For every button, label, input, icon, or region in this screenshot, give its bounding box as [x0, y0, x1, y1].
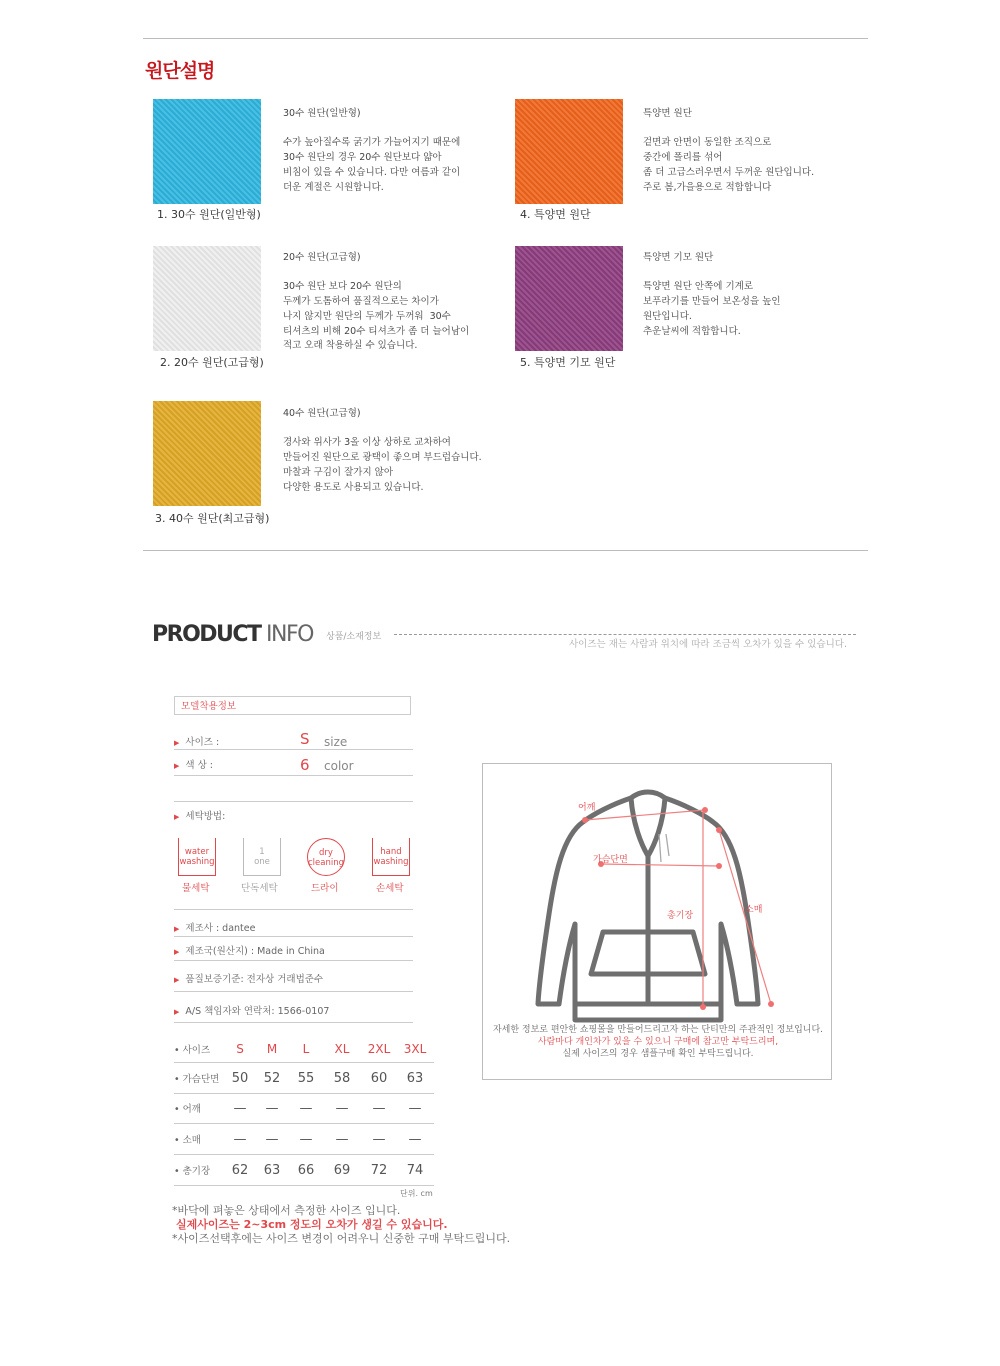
fabric-description [283, 407, 482, 495]
fabric-description-line: 중간에 폴리를 섞어 [643, 152, 723, 164]
size-table-row [174, 1132, 434, 1152]
size-table-row-label: • 사이즈 [174, 1045, 211, 1056]
fabric-swatch [153, 99, 261, 204]
size-table-cell: — [408, 1132, 422, 1147]
washing-label: 물세탁 [182, 883, 210, 894]
info-row-text: 제조국(원산지) : Made in China [185, 946, 325, 957]
diagram-note-1: 자세한 정보로 편안한 쇼핑몰을 만들어드리고자 하는 단티만의 주관적인 정보입니다. [492, 1025, 824, 1035]
size-table-row-label: • 총기장 [174, 1166, 211, 1177]
size-table-cell: 58 [333, 1071, 351, 1086]
diagram-note-3: 실제 사이즈의 경우 샘플구매 확인 부탁드립니다. [562, 1049, 754, 1059]
wash-icon-line: washing [179, 857, 215, 867]
product-info-note: 사이즈는 재는 사람과 위치에 따라 조금씩 오차가 있을 수 있습니다. [569, 639, 847, 650]
diagram-note-2: 사람마다 개인차가 있을 수 있으니 구매에 참고만 부탁드리며, [537, 1037, 779, 1047]
divider [174, 991, 413, 992]
fabric-swatch [153, 401, 261, 506]
fabric-caption: 1. 30수 원단(일반형) [157, 208, 261, 221]
fabric-description-line: 적고 오래 착용하실 수 있습니다. [283, 340, 418, 352]
fabric-description-line: 30수 원단의 경우 20수 원단보다 얇아 [283, 152, 442, 164]
wash-icon-line: one [254, 857, 270, 867]
chest-label: 가슴단면 [593, 855, 628, 865]
model-size-value: S [300, 730, 310, 748]
size-table-cell: — [299, 1132, 313, 1147]
fabric-description-line: 좀 더 고급스러우면서 두꺼운 원단입니다. [643, 166, 815, 178]
washing-2-icon [307, 838, 345, 876]
divider [174, 1154, 434, 1155]
fabric-description-line: 수가 높아질수록 굵기가 가늘어지기 때문에 [283, 137, 461, 149]
info-row [174, 920, 255, 934]
sleeve-measure-line [719, 830, 771, 1004]
middle-divider [143, 550, 868, 551]
fabric-description [283, 107, 460, 195]
bullet-icon: ▶ [174, 739, 180, 747]
size-table-cell: — [335, 1101, 349, 1116]
wash-icon-line: dry [319, 848, 333, 858]
size-table-row [174, 1163, 434, 1183]
info-row [174, 943, 325, 957]
size-table-cell: 74 [406, 1163, 424, 1178]
size-table-cell: — [335, 1132, 349, 1147]
fabric-description-line: 추운날씨에 적합합니다. [643, 325, 741, 337]
divider [174, 775, 413, 776]
fabric-description [283, 251, 469, 354]
washing-1-icon [243, 838, 281, 876]
wash-icon-line: 1 [259, 847, 265, 857]
washing-label: 드라이 [311, 883, 339, 894]
fabric-description-line: 30수 원단 보다 20수 원단의 [283, 281, 402, 293]
size-table-cell: — [372, 1101, 386, 1116]
size-table-cell: S [236, 1042, 244, 1056]
size-table-cell: — [372, 1132, 386, 1147]
size-table-cell: 63 [263, 1163, 281, 1178]
fabric-description-line: 나지 않지만 원단의 두께가 두꺼워 30수 [283, 310, 451, 322]
product-info-dashed-rule [394, 634, 856, 635]
washing-label: 단독세탁 [241, 883, 278, 894]
size-table-cell: 50 [231, 1071, 249, 1086]
fabric-description-line: 원단입니다. [643, 310, 692, 322]
fabric-description-line: 티셔츠의 비해 20수 티셔츠가 좀 더 늘어남이 [283, 325, 470, 337]
size-table-cell: 66 [297, 1163, 315, 1178]
size-table-row-label: • 어깨 [174, 1104, 201, 1115]
fabric-description [643, 107, 814, 195]
divider [174, 749, 413, 750]
divider [174, 936, 413, 937]
washing-3-icon [372, 838, 410, 876]
size-table-cell: — [265, 1132, 279, 1147]
size-table-cell: — [299, 1101, 313, 1116]
fabric-description [643, 251, 781, 339]
size-table-cell: — [265, 1101, 279, 1116]
fabric-description-line: 다양한 용도로 사용되고 있습니다. [283, 481, 424, 493]
washing-0-icon [178, 838, 216, 876]
size-table-cell: — [233, 1101, 247, 1116]
fabric-caption: 5. 특양면 기모 원단 [520, 356, 616, 369]
size-table-cell: — [233, 1132, 247, 1147]
footnote-2: 실제사이즈는 2~3cm 정도의 오차가 생길 수 있습니다. [176, 1218, 448, 1231]
sleeve-label: 소매 [745, 905, 763, 915]
info-row [174, 1003, 329, 1017]
measure-point [702, 807, 708, 813]
fabric-caption: 3. 40수 원단(최고급형) [155, 512, 270, 525]
washing-label: 손세탁 [376, 883, 404, 894]
product-info-title [152, 622, 313, 647]
fabric-description-line: 더운 계절은 시원합니다. [283, 181, 384, 193]
size-table-header [174, 1042, 434, 1062]
info-row-text: 제조사 : dantee [185, 923, 256, 934]
drawstring [659, 834, 661, 862]
fabric-description-line: 비침이 있을 수 있습니다. 다만 여름과 같이 [283, 166, 461, 178]
bullet-icon: ▶ [174, 762, 180, 770]
measure-point [700, 1004, 706, 1010]
divider [174, 909, 413, 910]
divider [174, 1185, 434, 1186]
divider [174, 801, 413, 802]
info-row [174, 971, 323, 985]
size-table-cell: 3XL [403, 1042, 427, 1056]
fabric-description-heading: 특양면 기모 원단 [643, 252, 714, 263]
shoulder-label: 어깨 [578, 803, 596, 813]
measure-point [582, 817, 588, 823]
divider [174, 1062, 434, 1063]
size-table-cell: 63 [406, 1071, 424, 1086]
bullet-icon: ▶ [174, 813, 180, 821]
fabric-description-heading: 20수 원단(고급형) [283, 252, 361, 263]
bullet-icon: ▶ [174, 1008, 180, 1016]
divider [174, 1123, 434, 1124]
model-info-box: 모델착용정보 [174, 696, 411, 715]
size-table-cell: XL [334, 1042, 350, 1056]
hoodie-diagram-box [482, 763, 832, 1080]
model-color-value: 6 [300, 756, 310, 774]
size-table-cell: 60 [370, 1071, 388, 1086]
measure-point [716, 863, 722, 869]
wash-icon-line: washing [373, 857, 409, 867]
product-info-title-light: INFO [266, 622, 313, 647]
model-size-unit: size [324, 735, 348, 749]
length-label: 총기장 [667, 911, 694, 921]
fabric-description-heading: 40수 원단(고급형) [283, 408, 361, 419]
wash-icon-line: cleaning [308, 858, 345, 868]
fabric-description-line: 겉면과 안면이 동일한 조직으로 [643, 137, 772, 149]
divider [174, 960, 413, 961]
fabric-description-line: 특양면 원단 안쪽에 기계로 [643, 281, 754, 293]
bullet-icon: ▶ [174, 925, 180, 933]
size-table-cell: 2XL [367, 1042, 391, 1056]
fabric-description-line: 만들어진 원단으로 광택이 좋으며 부드럽습니다. [283, 452, 482, 464]
size-table-row [174, 1071, 434, 1091]
drawstring [666, 834, 669, 856]
size-table-cell: 62 [231, 1163, 249, 1178]
fabric-section-title: 원단설명 [145, 60, 215, 82]
fabric-caption: 4. 특양면 원단 [520, 208, 591, 221]
top-divider [143, 38, 868, 39]
product-info-subtitle: 상품/소재정보 [326, 632, 382, 642]
product-info-title-bold: PRODUCT [152, 622, 261, 647]
size-table-cell: M [266, 1042, 278, 1056]
model-size-label: ▶ 사이즈 : [174, 737, 220, 748]
model-color-unit: color [324, 759, 354, 773]
fabric-description-line: 보푸라기를 만들어 보온성을 높인 [643, 296, 781, 308]
size-unit: 단위. cm [400, 1189, 433, 1198]
fabric-description-heading: 특양면 원단 [643, 108, 692, 119]
size-table-cell: — [408, 1101, 422, 1116]
footnote-3: *사이즈선택후에는 사이즈 변경이 어려우니 신중한 구매 부탁드립니다. [172, 1232, 511, 1245]
divider [174, 1093, 434, 1094]
measure-point [768, 1001, 774, 1007]
fabric-swatch [515, 246, 623, 351]
size-table-cell: L [302, 1042, 310, 1056]
measure-point [716, 827, 722, 833]
size-table-cell: 55 [297, 1071, 315, 1086]
fabric-description-line: 두께가 도톰하여 품질적으로는 차이가 [283, 296, 439, 308]
bullet-icon: ▶ [174, 948, 180, 956]
model-color-label: ▶ 색 상 : [174, 760, 213, 771]
fabric-caption: 2. 20수 원단(고급형) [160, 356, 264, 369]
size-table-row-label: • 소매 [174, 1135, 201, 1146]
size-table-cell: 52 [263, 1071, 281, 1086]
fabric-swatch [153, 246, 261, 351]
size-table-row [174, 1101, 434, 1121]
fabric-description-line: 주로 봄,가을용으로 적합합니다 [643, 181, 772, 193]
fabric-swatch [515, 99, 623, 204]
info-row-text: A/S 책임자와 연락처: 1566-0107 [185, 1006, 330, 1017]
size-table-row-label: • 가슴단면 [174, 1074, 220, 1085]
washing-label: ▶ 세탁방법: [174, 811, 226, 822]
fabric-description-line: 경사와 위사가 3올 이상 상하로 교차하여 [283, 437, 451, 449]
wash-icon-line: hand [380, 847, 402, 857]
footnote-1: *바닥에 펴놓은 상태에서 측정한 사이즈 입니다. [172, 1204, 401, 1217]
bullet-icon: ▶ [174, 976, 180, 984]
wash-icon-line: water [184, 847, 210, 857]
fabric-description-line: 마찰과 구김이 잘가지 않아 [283, 466, 394, 478]
size-table-cell: 69 [333, 1163, 351, 1178]
fabric-description-heading: 30수 원단(일반형) [283, 108, 361, 119]
info-row-text: 품질보증기준: 전자상 거래법준수 [185, 974, 324, 985]
size-table-cell: 72 [370, 1163, 388, 1178]
divider [174, 1022, 413, 1023]
